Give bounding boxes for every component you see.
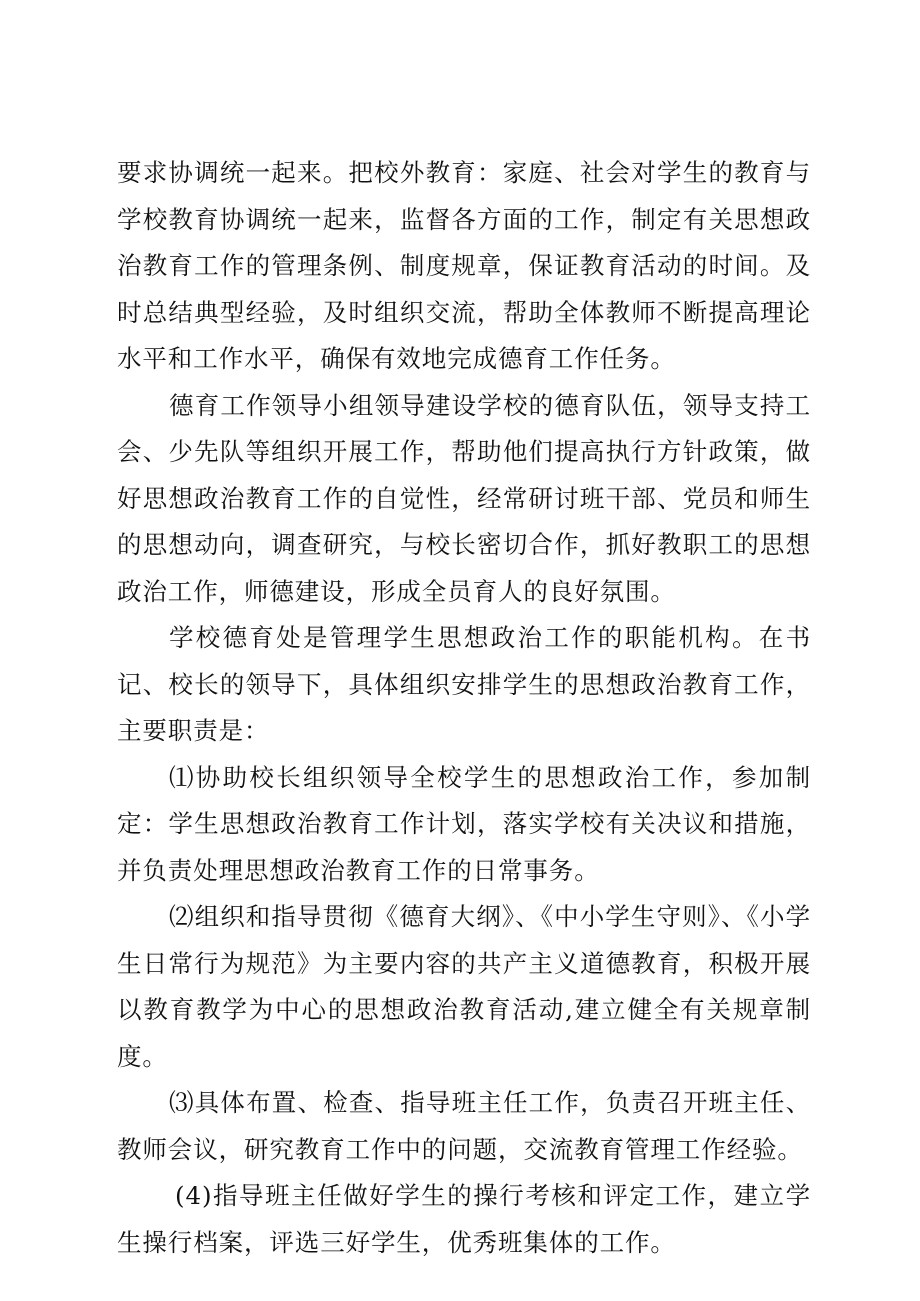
paragraph-continuation: 要求协调统一起来。把校外教育：家庭、社会对学生的教育与学校教育协调统一起来，监督各方面的工作，制定有关思想政治教育工作的管理条例、制度规章，保证教育活动的时间。及时总结典型经验，及时组织交流，帮助全体教师不断提高理论水平和工作水平，确保有效地完成德育工作任务。 <box>117 158 811 373</box>
paragraph-leadership-group: 德育工作领导小组领导建设学校的德育队伍，领导支持工会、少先队等组织开展工作，帮助他们提高执行方针政策，做好思想政治教育工作的自觉性，经常研讨班干部、党员和师生的思想动向，调查研究，与校长密切合作，抓好教职工的思想政治工作，师德建设，形成全员育人的良好氛围。 <box>117 390 811 606</box>
paragraph-duty-2: ⑵组织和指导贯彻《德育大纲》、《中小学生守则》、《小学生日常行为规范》为主要内容的共产主义道德教育，积极开展以教育教学为中心的思想政治教育活动,建立健全有关规章制度。 <box>117 902 811 1071</box>
paragraph-moral-education-office: 学校德育处是管理学生思想政治工作的职能机构。在书记、校长的领导下，具体组织安排学生的思想政治教育工作，主要职责是： <box>117 623 811 745</box>
paragraph-duty-4: (4)指导班主任做好学生的操行考核和评定工作，建立学生操行档案，评选三好学生，优秀班集体的工作。 <box>117 1181 811 1257</box>
document-body <box>117 150 811 1266</box>
paragraph-duty-3: ⑶具体布置、检查、指导班主任工作，负责召开班主任、教师会议，研究教育工作中的问题，交流教育管理工作经验。 <box>117 1088 811 1164</box>
paragraph-duty-1: ⑴协助校长组织领导全校学生的思想政治工作，参加制定：学生思想政治教育工作计划，落实学校有关决议和措施，并负责处理思想政治教育工作的日常事务。 <box>117 762 811 885</box>
